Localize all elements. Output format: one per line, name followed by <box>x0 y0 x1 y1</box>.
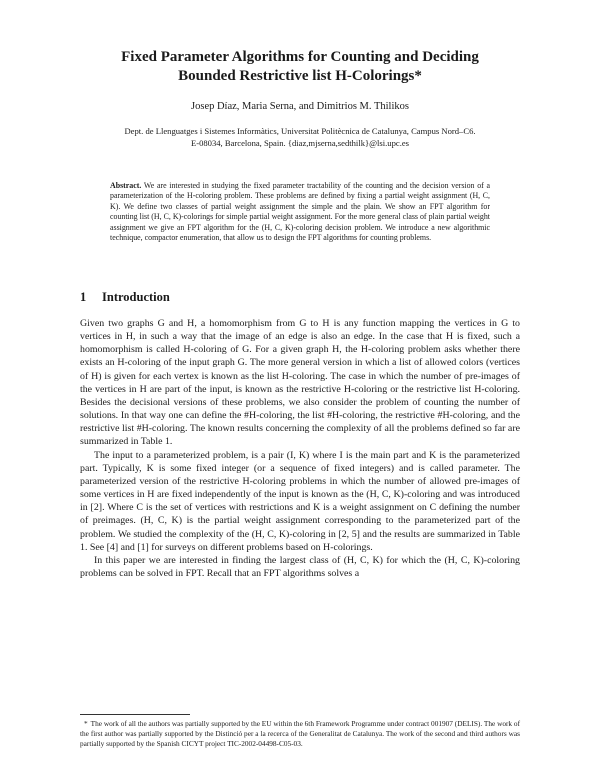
section-heading <box>80 290 170 305</box>
affiliation-line-2: E-08034, Barcelona, Spain. {diaz,mjserna,sedthilk}@lsi.upc.es <box>190 138 410 148</box>
body-paragraph: Given two graphs G and H, a homomorphism from G to H is any function mapping the vertices in G to vertices in H, in such a way that the image of an edge is also an edge. In the case that H is fixed, such a homomorphism is called H-coloring of G. For a given graph H, the H-coloring problem asks whether there exists an H-coloring of the input graph G. The more general version in which a list of allowed colors (vertices of H) is given for each vertex is known as the list H-coloring. The case in which the number of pre-images of the vertices in H are part of the input, is known as the restrictive H-coloring or the restrictive list H-coloring. Besides the decisional versions of these problems, we also consider the problem of counting the number of solutions. In that way one can define the #H-coloring, the list #H-coloring, the restrictive #H-coloring, and the restrictive list #H-coloring. The known results concerning the complexity of all the problems defined so far are summarized in Table 1. <box>80 318 520 448</box>
footnote-rule <box>80 714 190 715</box>
section-number: 1 <box>80 290 87 304</box>
abstract-text: We are interested in studying the fixed parameter tractability of the counting and the decision version of a parameterization of the H-coloring problem. These problems are defined by fixing a partial weight assignment (H, C, K). We define two classes of partial weight assignment the simple and the plain. We show an FPT algorithm for counting list (H, C, K)-colorings for simple partial weight assignment. For the more general class of plain partial weight assignment we give an FPT algorithm for the (H, C, K)-coloring decision problem. We introduce a new algorithmic technique, compactor enumeration, that allow us to design the FPT algorithms for counting problems. <box>110 181 490 243</box>
abstract-label: Abstract. <box>110 181 142 190</box>
abstract <box>110 181 490 243</box>
affiliation <box>90 125 510 149</box>
affiliation-line-1: Dept. de Llenguatges i Sistemes Informàtics, Universitat Politècnica de Catalunya, Campus Nord–C6. <box>124 126 476 136</box>
footnote-mark: * <box>84 719 88 728</box>
section-title: Introduction <box>102 290 170 304</box>
body-paragraph: The input to a parameterized problem, is a pair (I, K) where I is the main part and K is the parameterized part. Typically, K is some fixed integer (or a sequence of fixed integers) and is called parameter. The parameterized version of the restrictive H-coloring problems in which the number of allowed pre-images of some vertices in H are fixed independently of the input is known as the (H, C, K)-coloring and was introduced in [2]. Where C is the set of vertices with restrictions and K is a weight assignment on C defining the number of preimages. (H, C, K) is the partial weight assignment corresponding to the parameterized part of the problem. We studied the complexity of the (H, C, K)-coloring in [2, 5] and the results are summarized in Table 1. See [4] and [1] for surveys on different problems based on H-colorings. <box>80 449 520 553</box>
title-line-1: Fixed Parameter Algorithms for Counting and Deciding <box>121 49 479 65</box>
footnote-text: The work of all the authors was partially supported by the EU within the 6th Framework Programme under contract 001907 (DELIS). The work of the first author was partially supported by the Distinció per a la recerca of the Generalitat de Catalunya. The work of the second and third authors was partially supported by the Spanish CICYT project TIC-2002-04498-C05-03. <box>80 719 520 748</box>
body-text <box>80 317 520 580</box>
body-paragraph: In this paper we are interested in finding the largest class of (H, C, K) for which the (H, C, K)-coloring problems can be solved in FPT. Recall that an FPT algorithms solves a <box>80 554 520 579</box>
paper-title <box>60 48 540 86</box>
author-list: Josep Díaz, Maria Serna, and Dimitrios M. Thilikos <box>191 101 409 112</box>
footnote <box>80 719 520 748</box>
title-line-2: Bounded Restrictive list H-Colorings* <box>178 68 422 84</box>
